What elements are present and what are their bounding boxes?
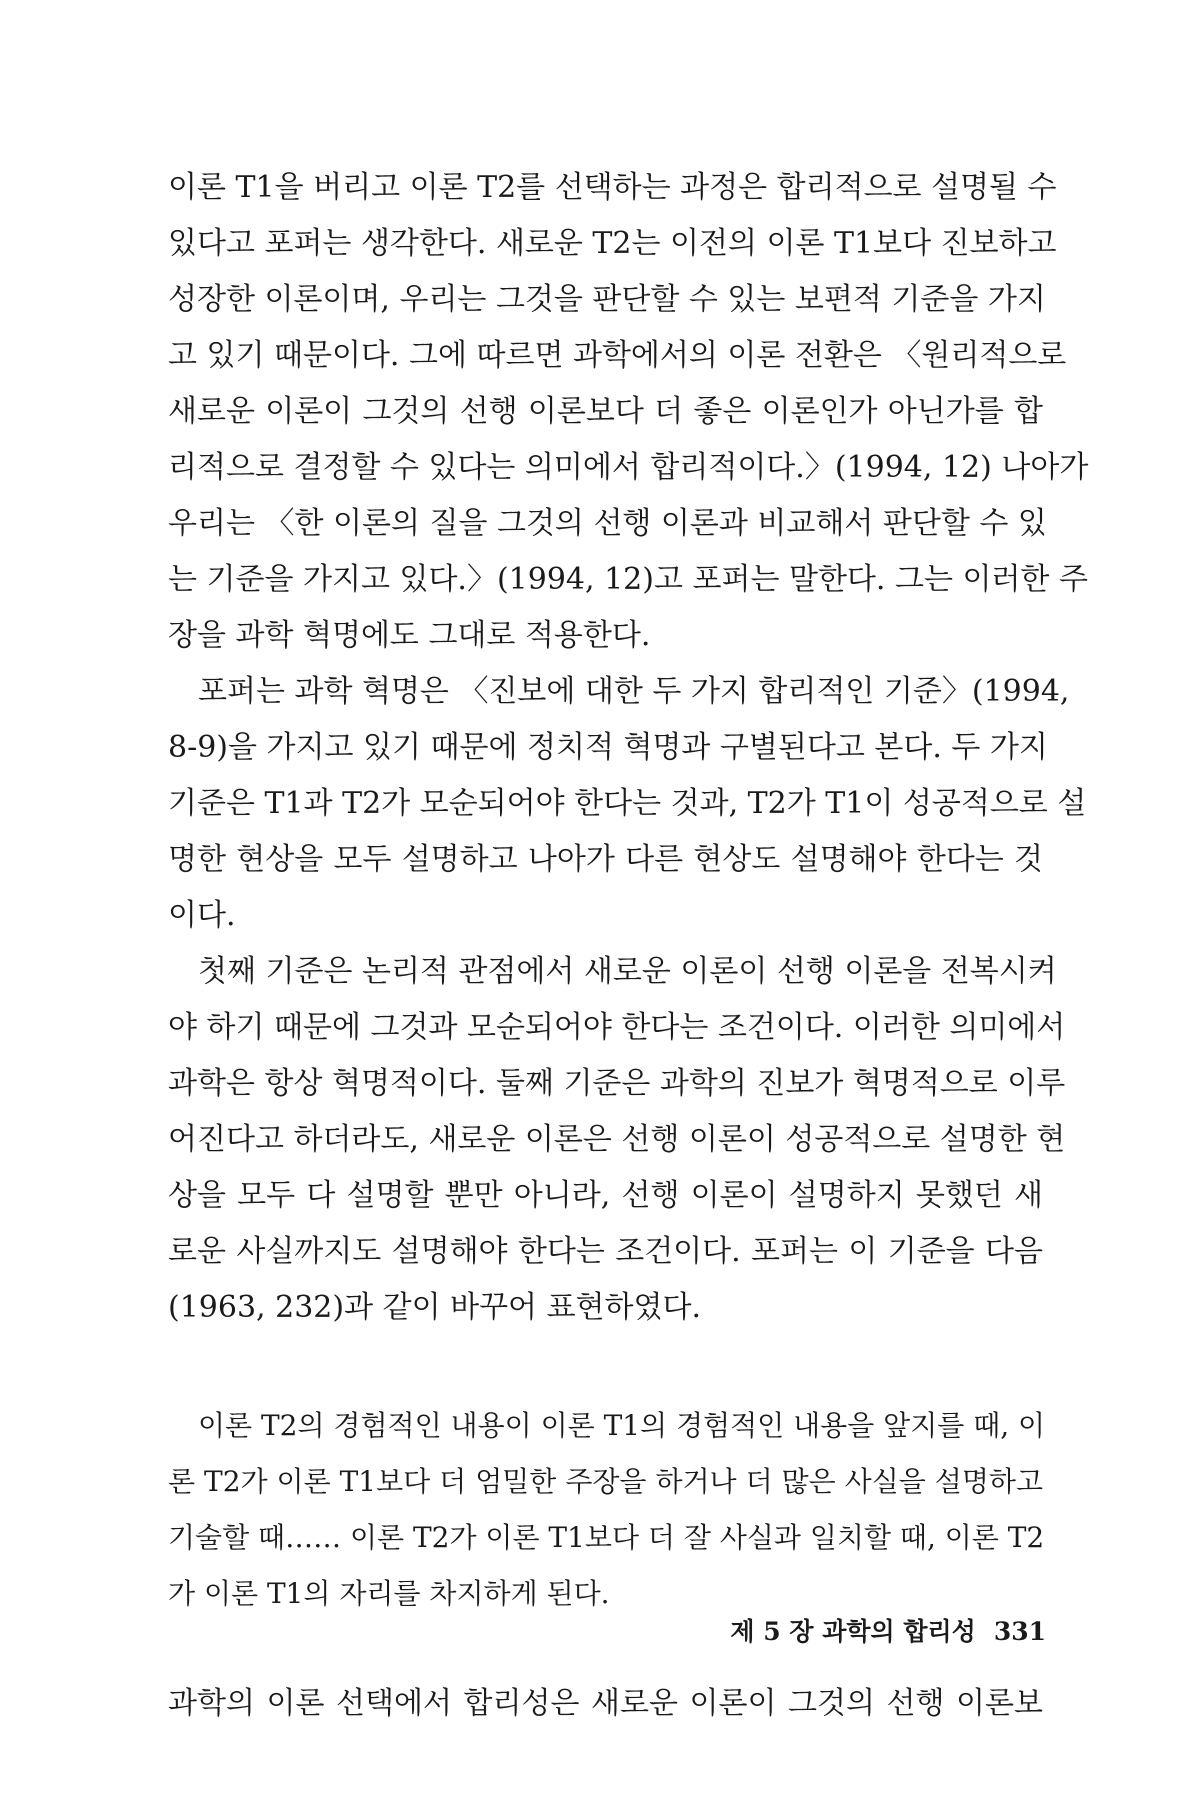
running-footer	[730, 1612, 1046, 1652]
quote-line: 론 T2가 이론 T1보다 더 엄밀한 주장을 하거나 더 많은 사실을 설명하고	[168, 1465, 1043, 1498]
text-line: 새로운 이론이 그것의 선행 이론보다 더 좋은 이론인가 아닌가를 합	[168, 394, 1043, 429]
page-number: 331	[993, 1617, 1046, 1646]
text-line: 과학은 항상 혁명적이다. 둘째 기준은 과학의 진보가 혁명적으로 이루	[168, 1066, 1066, 1101]
text-line: 이론 T1을 버리고 이론 T2를 선택하는 과정은 합리적으로 설명될 수	[168, 170, 1057, 205]
text-line: 8-9)을 가지고 있기 때문에 정치적 혁명과 구별된다고 본다. 두 가지	[168, 730, 1048, 765]
text-line: 있다고 포퍼는 생각한다. 새로운 T2는 이전의 이론 T1보다 진보하고	[168, 226, 1057, 261]
body-text	[168, 160, 1089, 1732]
chapter-title: 제 5 장 과학의 합리성	[730, 1617, 976, 1646]
text-line: 첫째 기준은 논리적 관점에서 새로운 이론이 선행 이론을 전복시켜	[198, 954, 1057, 989]
quote-line: 가 이론 T1의 자리를 차지하게 된다.	[168, 1577, 610, 1610]
text-line: 어진다고 하더라도, 새로운 이론은 선행 이론이 성공적으로 설명한 현	[168, 1122, 1066, 1157]
text-line: 야 하기 때문에 그것과 모순되어야 한다는 조건이다. 이러한 의미에서	[168, 1010, 1066, 1045]
text-line: 기준은 T1과 T2가 모순되어야 한다는 것과, T2가 T1이 성공적으로 설	[168, 786, 1087, 821]
quote-line: 기술할 때…… 이론 T2가 이론 T1보다 더 잘 사실과 일치할 때, 이론 T2	[168, 1521, 1045, 1554]
quote-line: 이론 T2의 경험적인 내용이 이론 T1의 경험적인 내용을 앞지를 때, 이	[198, 1409, 1046, 1442]
text-line: 고 있기 때문이다. 그에 따르면 과학에서의 이론 전환은 〈원리적으로	[168, 338, 1067, 373]
text-line: 리적으로 결정할 수 있다는 의미에서 합리적이다.〉(1994, 12) 나아가	[168, 450, 1089, 485]
paragraph-1	[168, 160, 1089, 664]
text-line: 포퍼는 과학 혁명은 〈진보에 대한 두 가지 합리적인 기준〉(1994,	[198, 674, 1070, 709]
paragraph-3	[168, 944, 1066, 1336]
text-line: 이다.	[168, 898, 236, 933]
spacer	[168, 1336, 1043, 1398]
text-line: 우리는 〈한 이론의 질을 그것의 선행 이론과 비교해서 판단할 수 있	[168, 506, 1047, 541]
paragraph-2	[168, 664, 1087, 944]
block-quote	[168, 1398, 1046, 1622]
text-line: 명한 현상을 모두 설명하고 나아가 다른 현상도 설명해야 한다는 것	[168, 842, 1043, 877]
text-line: 로운 사실까지도 설명해야 한다는 조건이다. 포퍼는 이 기준을 다음	[168, 1234, 1043, 1269]
text-line: 과학의 이론 선택에서 합리성은 새로운 이론이 그것의 선행 이론보	[168, 1686, 1043, 1721]
text-line: 장을 과학 혁명에도 그대로 적용한다.	[168, 618, 651, 653]
text-line: 상을 모두 다 설명할 뿐만 아니라, 선행 이론이 설명하지 못했던 새	[168, 1178, 1043, 1213]
text-line: (1963, 232)과 같이 바꾸어 표현하였다.	[168, 1290, 702, 1325]
paragraph-4	[168, 1676, 1043, 1732]
text-line: 는 기준을 가지고 있다.〉(1994, 12)고 포퍼는 말한다. 그는 이러한 주	[168, 562, 1088, 597]
text-line: 성장한 이론이며, 우리는 그것을 판단할 수 있는 보편적 기준을 가지	[168, 282, 1046, 317]
